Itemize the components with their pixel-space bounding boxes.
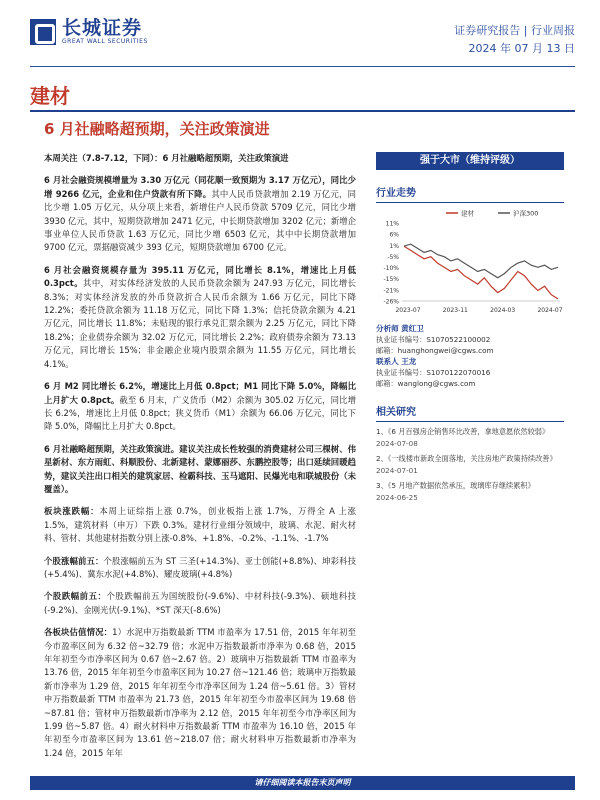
paragraph-lead: 6 月社会融资规模存量为 395.11 万亿元，同比增长 8.1%，增速比上月低 0.3pct。 bbox=[44, 264, 356, 289]
analyst-role: 联系人 bbox=[376, 357, 399, 366]
logo-en: GREAT WALL SECURITIES bbox=[62, 38, 148, 45]
analyst-entry bbox=[376, 323, 564, 334]
analyst-email[interactable]: 邮箱：wanglong@cgws.com bbox=[376, 379, 476, 388]
related-heading: 相关研究 bbox=[376, 403, 564, 422]
y-tick-label: -15% bbox=[383, 276, 399, 284]
paragraph bbox=[44, 380, 356, 434]
related-title[interactable]: 2、《一线楼市新政全面落地，关注房地产政策持续改善》 bbox=[376, 454, 557, 463]
analyst-email[interactable]: 邮箱：huanghongwei@cgws.com bbox=[376, 346, 494, 355]
rating-badge: 强于大市（维持评级） bbox=[376, 152, 564, 170]
y-tick-label: -10% bbox=[383, 265, 399, 273]
logo-mark-icon bbox=[30, 19, 56, 45]
paragraph bbox=[44, 626, 356, 760]
paragraph-lead: 个股跌幅前五： bbox=[44, 591, 107, 602]
analyst-name: 黄红卫 bbox=[401, 324, 424, 333]
analyst-entry bbox=[376, 356, 564, 367]
paragraph bbox=[44, 505, 356, 545]
paragraph-body: 个股涨幅前五为 ST 三圣(+14.3%)、亚士创能(+8.8%)、坤彩科技(+5.4%)、冀东水泥(+4.8%)、耀皮玻璃(+4.8%) bbox=[44, 555, 357, 579]
related-date: 2024-07-01 bbox=[376, 465, 418, 475]
analyst-cert: 执业证书编号：S1070522100002 bbox=[376, 335, 491, 344]
paragraph-lead: 6 月社会融资规模增量为 3.30 万亿元（同花顺一致预期为 3.17 万亿元），同比少增 9266 亿元，企业和住户贷款有所下降。 bbox=[44, 175, 356, 199]
analyst-name: 王龙 bbox=[401, 357, 417, 366]
y-tick-label: -5% bbox=[387, 253, 399, 261]
related-item[interactable] bbox=[376, 426, 564, 449]
y-tick-label: 1% bbox=[389, 242, 399, 250]
y-tick-label: -26% bbox=[383, 298, 399, 306]
analyst-cert: 执业证书编号：S1070122070016 bbox=[376, 368, 491, 377]
paragraph-body: 个股跌幅前五为国统股份(-9.6%)、中材科技(-9.3%)、硕地科技(-9.2%)、金刚光伏(-9.1%)、*ST 深天(-8.6%) bbox=[44, 591, 357, 615]
x-tick-label: 2024-03 bbox=[490, 307, 516, 314]
report-title: 6 月社融略超预期，关注政策演进 bbox=[44, 120, 270, 138]
paragraph bbox=[44, 443, 356, 497]
paragraph bbox=[44, 590, 356, 617]
paragraph-body: 本周上证综指上涨 0.7%，创业板指上涨 1.7%，万得全 A 上涨 1.5%，建筑材料（申万）下跌 0.3%。建材行业细分领域中，玻璃、水泥、耐火材料、管材、其他建材指数分别上涨-0.8%、+1.8%、-0.2%、-1.1%、-1.7% bbox=[44, 506, 357, 544]
legend-label: 建材 bbox=[461, 209, 474, 218]
y-tick-label: 6% bbox=[389, 231, 399, 239]
related-title[interactable]: 1、《6 月百强房企销售环比改善，拿地意愿依然较弱》 bbox=[376, 427, 550, 436]
trend-chart bbox=[376, 207, 564, 315]
x-tick-label: 2024-07 bbox=[537, 307, 563, 314]
document-date: 2024 年 07 月 13 日 bbox=[468, 42, 575, 55]
paragraph-body: 截至 6 月末，广义货币（M2）余额为 305.02 万亿元，同比增长 6.2%，增速比上月低 0.8pct；狭义货币（M1）余额为 66.06 万亿元，同比下降 5.0%，降幅比上月扩大 0.8pct。 bbox=[44, 394, 356, 432]
series-line-benchmark bbox=[404, 244, 558, 278]
series-line-sector bbox=[404, 246, 558, 299]
header-divider bbox=[30, 66, 575, 67]
y-tick-label: 11% bbox=[385, 220, 399, 228]
footer-disclaimer: 请仔细阅读本报告末页声明 bbox=[254, 778, 351, 787]
page-footer bbox=[0, 776, 600, 792]
paragraph-body: 1）水泥申万指数最新 TTM 市盈率为 17.51 倍，2015 年年初至今市盈率区间为 6.32 倍~32.79 倍；水泥申万指数最新市净率为 0.68 倍，2015 年年初至今市净率区间为 0.67 倍~2.67 倍。2）玻璃申万指数最新 TTM 市盈率为 13.76 倍，2015 年年初至今市盈率区间为 10.27 倍~121.46 倍；玻璃申万指数最新市净率为 1.29 倍，2015 年年初至今市净率区间为 1.24 倍~5.61 倍。3）管材申万指数最新 TTM 市盈率为 21.73 倍，2015 年年初至今市盈率区间为 19.68 倍~87.81 倍；管材申万指数最新市净率为 2.12 倍，2015 年年初至今市净率区间为 1.99 倍~5.87 倍。4）耐火材料申万指数最新 TTM 市盈率为 16.10 倍，2015 年年初至今市盈率区间为 13.61 倍~218.07 倍；耐火材料申万指数最新市净率为 1.24 倍，2015 年年 bbox=[44, 627, 356, 758]
analyst-role: 分析师 bbox=[376, 324, 399, 333]
page-header bbox=[30, 18, 575, 64]
sector-name: 建材 bbox=[30, 84, 70, 108]
paragraph-lead: 6 月 M2 同比增长 6.2%，增速比上月低 0.8pct；M1 同比下降 5.0%，降幅比上月扩大 0.8pct。 bbox=[44, 381, 356, 405]
paragraph-lead: 板块涨跌幅： bbox=[44, 506, 100, 517]
logo-cn: 长城证券 bbox=[62, 17, 143, 39]
related-item[interactable] bbox=[376, 480, 564, 503]
paragraph-body: 其中人民币贷款增加 2.19 万亿元，同比少增 1.05 万亿元，从分项上来看，新增住户人民币贷款 5709 亿元，同比少增 3930 亿元，其中，短期贷款增加 2471 亿元，中长期贷款增加 3202 亿元；新增企事业单位人民币贷款 1.63 万亿元，同比少增 6503 亿元，其中中长期贷款增加 9700 亿元，票据融资减少 393 亿元，短期贷款增加 6700 亿元。 bbox=[44, 188, 356, 253]
analyst-block bbox=[376, 323, 564, 389]
paragraph bbox=[44, 174, 356, 254]
x-tick-label: 2023-11 bbox=[442, 307, 468, 314]
paragraph bbox=[44, 264, 356, 371]
paragraph-lead: 6 月社融略超预期，关注政策演进。建议关注成长性较强的消费建材公司三棵树、伟星新材、东方雨虹、科顺股份、北新建材、蒙娜丽莎、东鹏控股等；出口延续回暖趋势，建议关注出口相关的建筑家居、检霸科技、玉马遮阳、民爆光电和联城股份（未覆盖）。 bbox=[44, 443, 356, 494]
trend-chart-svg bbox=[376, 207, 564, 315]
sidebar bbox=[376, 152, 564, 507]
related-list bbox=[376, 426, 564, 503]
related-item[interactable] bbox=[376, 453, 564, 476]
legend-label: 沪深300 bbox=[513, 209, 539, 218]
paragraph bbox=[44, 555, 356, 582]
paragraph-lead: 本周关注（7.8-7.12，下同）：6 月社融略超预期，关注政策演进 bbox=[44, 153, 289, 163]
related-title[interactable]: 3、《5 月地产数据依然承压，玻璃库存继续累积》 bbox=[376, 481, 535, 490]
paragraph bbox=[44, 152, 356, 165]
paragraph-lead: 各板块估值情况： bbox=[44, 627, 113, 638]
related-date: 2024-07-08 bbox=[376, 438, 418, 448]
paragraph-lead: 个股涨幅前五： bbox=[44, 555, 104, 566]
company-logo bbox=[30, 18, 148, 45]
x-tick-label: 2023-07 bbox=[395, 307, 421, 314]
paragraph-body: 其中，对实体经济发放的人民币贷款余额为 247.93 万亿元，同比增长 8.3%；对实体经济发放的外币贷款折合人民币余额为 1.66 万亿元，同比下降 12.2%；委托贷款余额为 11.18 万亿元，同比下降 1.3%；信托贷款余额为 4.21 万亿元，同比增长 11.8%；未贴现的银行承兑汇票余额为 2.25 万亿元，同比下降 18.2%；企业债券余额为 32.02 万亿元，同比增长 2.2%；政府债券余额为 73.13 万亿元，同比增长 15%；非金融企业境内股票余额为 11.55 万亿元，同比增长 4.1%。 bbox=[44, 278, 356, 369]
y-tick-label: -21% bbox=[383, 287, 399, 295]
document-type: 证券研究报告 | 行业周报 bbox=[454, 24, 575, 37]
sector-divider bbox=[30, 110, 575, 112]
related-date: 2024-06-25 bbox=[376, 492, 418, 502]
trend-heading: 行业走势 bbox=[376, 184, 564, 203]
footer-bar bbox=[30, 776, 575, 790]
report-body bbox=[44, 152, 356, 769]
